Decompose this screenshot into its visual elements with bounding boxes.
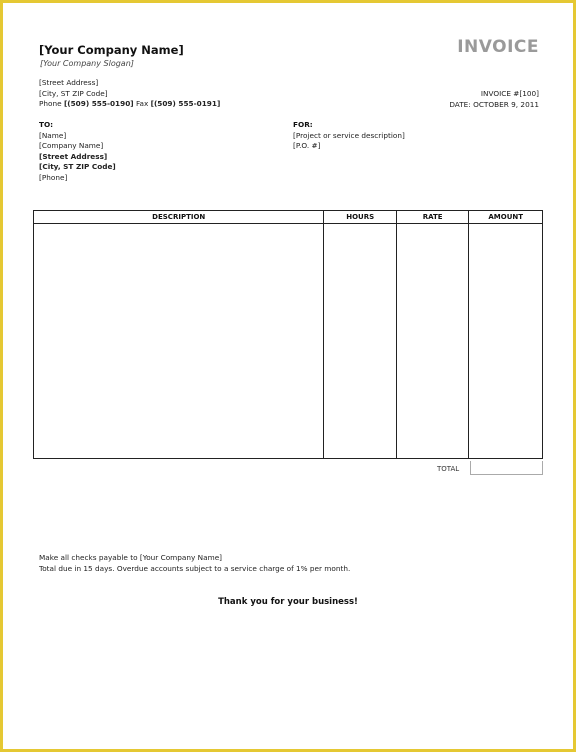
company-city: [City, ST ZIP Code] [39, 88, 108, 98]
bill-to [39, 120, 116, 184]
to-street: [Street Address] [39, 151, 108, 161]
for-po: [P.O. #] [293, 141, 321, 151]
header-description: DESCRIPTION [34, 211, 324, 224]
invoice-number: [100] [519, 89, 539, 98]
description-cell[interactable] [34, 224, 324, 459]
total-value-box[interactable] [470, 461, 543, 475]
for-label: FOR: [293, 120, 313, 129]
header-hours: HOURS [324, 211, 397, 224]
line-items-table [33, 210, 543, 459]
to-label: TO: [39, 120, 54, 129]
fax-number: [(509) 555-0191] [150, 99, 221, 109]
table-body-row [34, 224, 543, 459]
to-company: [Company Name] [39, 141, 104, 151]
phone-number: [(509) 555-0190] [63, 99, 134, 109]
total-label: TOTAL [437, 465, 460, 473]
checks-payable: Make all checks payable to [Your Company Name] [39, 553, 223, 562]
invoice-date-line [449, 100, 539, 111]
company-name: [Your Company Name] [39, 43, 184, 57]
table-header-row [34, 211, 543, 224]
invoice-date: OCTOBER 9, 2011 [473, 99, 539, 109]
to-city: [City, ST ZIP Code] [39, 162, 116, 172]
header-rate: RATE [396, 211, 468, 224]
amount-cell[interactable] [469, 224, 543, 459]
invoice-number-label: INVOICE # [480, 89, 520, 98]
invoice-title: INVOICE [457, 37, 539, 57]
to-phone: [Phone] [39, 172, 68, 182]
company-street: [Street Address] [39, 78, 99, 87]
for-section [293, 120, 405, 152]
company-contact [39, 99, 220, 110]
company-address [39, 78, 220, 110]
hours-cell[interactable] [324, 224, 397, 459]
for-project: [Project or service description] [293, 130, 405, 140]
header-amount: AMOUNT [469, 211, 543, 224]
due-terms: Total due in 15 days. Overdue accounts subject to a service charge of 1% per month. [39, 563, 351, 573]
payment-terms [39, 553, 350, 574]
invoice-meta [449, 89, 539, 110]
invoice-date-label: DATE: [449, 99, 471, 109]
fax-label: Fax [135, 99, 149, 109]
company-slogan: [Your Company Slogan] [40, 59, 134, 68]
phone-label: Phone [39, 99, 62, 109]
rate-cell[interactable] [396, 224, 468, 459]
thank-you-note: Thank you for your business! [218, 597, 358, 607]
invoice-page [3, 3, 573, 749]
to-name: [Name] [39, 130, 67, 140]
invoice-number-line [449, 89, 539, 100]
